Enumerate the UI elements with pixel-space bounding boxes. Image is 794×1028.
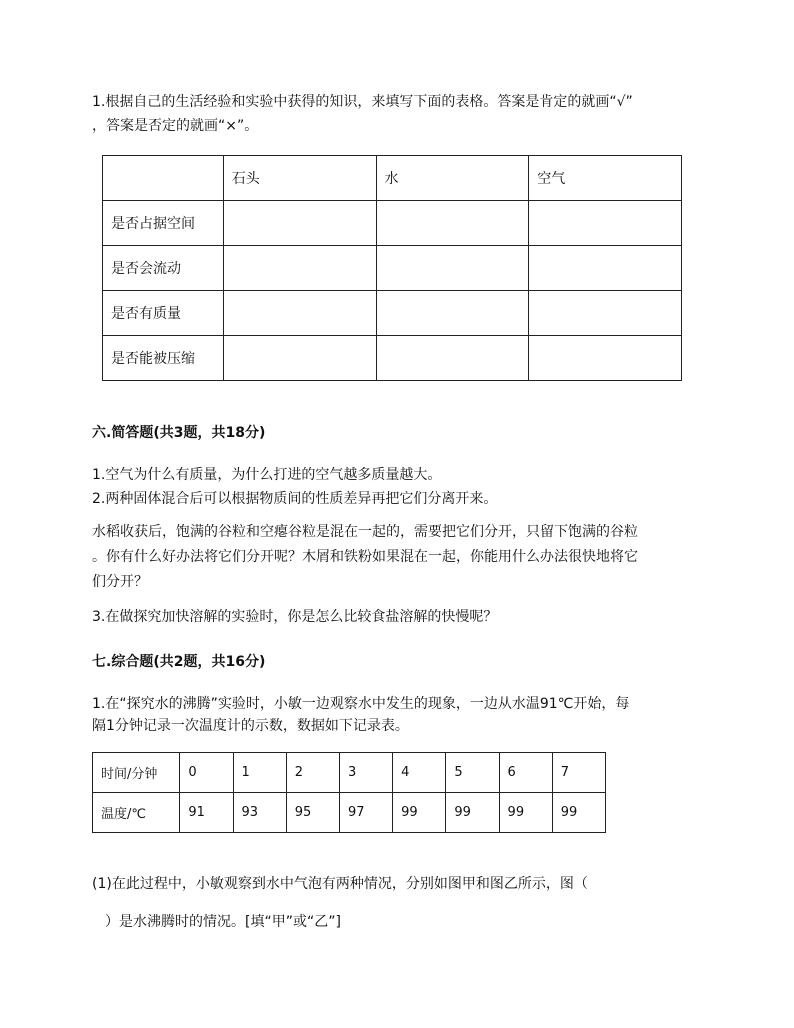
section6-para-line2: 。你有什么好办法将它们分开呢？木屑和铁粉如果混在一起，你能用什么办法很快地将它 — [92, 549, 638, 565]
answer-cell[interactable] — [376, 291, 529, 336]
row-label: 是否有质量 — [103, 291, 224, 336]
row-label: 是否会流动 — [103, 246, 224, 291]
property-table — [102, 155, 682, 381]
section6-title: 六.简答题(共3题，共18分) — [92, 425, 266, 441]
section6-para-line1: 水稻收获后，饱满的谷粒和空瘪谷粒是混在一起的，需要把它们分开，只留下饱满的谷粒 — [92, 524, 638, 540]
answer-cell[interactable] — [376, 246, 529, 291]
section6-q2: 2.两种固体混合后可以根据物质间的性质差异再把它们分离开来。 — [92, 491, 498, 507]
section7-title: 七.综合题(共2题，共16分) — [92, 654, 266, 670]
table-header-cell — [103, 156, 224, 201]
answer-cell[interactable] — [376, 336, 529, 381]
section6-q3: 3.在做探究加快溶解的实验时，你是怎么比较食盐溶解的快慢呢？ — [92, 609, 498, 625]
table-row — [103, 291, 682, 336]
row-label: 温度/℃ — [93, 793, 180, 833]
q1-line1: 1.根据自己的生活经验和实验中获得的知识，来填写下面的表格。答案是肯定的就画“√” — [92, 94, 633, 110]
row-label: 是否占据空间 — [103, 201, 224, 246]
table-row — [103, 201, 682, 246]
answer-cell[interactable] — [223, 291, 376, 336]
answer-cell[interactable] — [529, 291, 682, 336]
time-cell: 6 — [499, 753, 552, 793]
temp-cell: 99 — [446, 793, 499, 833]
table-row — [93, 793, 606, 833]
temp-cell: 95 — [286, 793, 339, 833]
temp-cell: 99 — [393, 793, 446, 833]
table-header-cell: 空气 — [529, 156, 682, 201]
time-cell: 4 — [393, 753, 446, 793]
time-cell: 5 — [446, 753, 499, 793]
time-cell: 2 — [286, 753, 339, 793]
temp-cell: 91 — [180, 793, 233, 833]
table-header-cell: 水 — [376, 156, 529, 201]
table-row — [103, 156, 682, 201]
subquestion1-line1: (1)在此过程中，小敏观察到水中气泡有两种情况，分别如图甲和图乙所示，图（ — [92, 876, 588, 892]
temp-cell: 99 — [499, 793, 552, 833]
answer-cell[interactable] — [376, 201, 529, 246]
temp-cell: 97 — [339, 793, 392, 833]
boiling-data-table — [92, 752, 606, 833]
temp-cell: 93 — [233, 793, 286, 833]
answer-cell[interactable] — [529, 201, 682, 246]
row-label: 时间/分钟 — [93, 753, 180, 793]
q1-line2: ，答案是否定的就画“×”。 — [92, 118, 259, 134]
temp-cell: 99 — [552, 793, 605, 833]
section6-q1: 1.空气为什么有质量，为什么打进的空气越多质量越大。 — [92, 467, 442, 483]
section7-q1-line1: 1.在“探究水的沸腾”实验时，小敏一边观察水中发生的现象，一边从水温91℃开始，每 — [92, 696, 630, 712]
table-row — [93, 753, 606, 793]
subquestion1-line2: ）是水沸腾时的情况。[填“甲”或“乙”] — [105, 914, 341, 930]
section7-q1-line2: 隔1分钟记录一次温度计的示数，数据如下记录表。 — [92, 718, 409, 734]
time-cell: 1 — [233, 753, 286, 793]
answer-cell[interactable] — [529, 246, 682, 291]
answer-cell[interactable] — [223, 201, 376, 246]
table-row — [103, 336, 682, 381]
table-header-cell: 石头 — [223, 156, 376, 201]
table-row — [103, 246, 682, 291]
time-cell: 7 — [552, 753, 605, 793]
answer-cell[interactable] — [223, 336, 376, 381]
answer-cell[interactable] — [223, 246, 376, 291]
time-cell: 3 — [339, 753, 392, 793]
answer-cell[interactable] — [529, 336, 682, 381]
time-cell: 0 — [180, 753, 233, 793]
section6-para-line3: 们分开？ — [92, 574, 148, 590]
row-label: 是否能被压缩 — [103, 336, 224, 381]
